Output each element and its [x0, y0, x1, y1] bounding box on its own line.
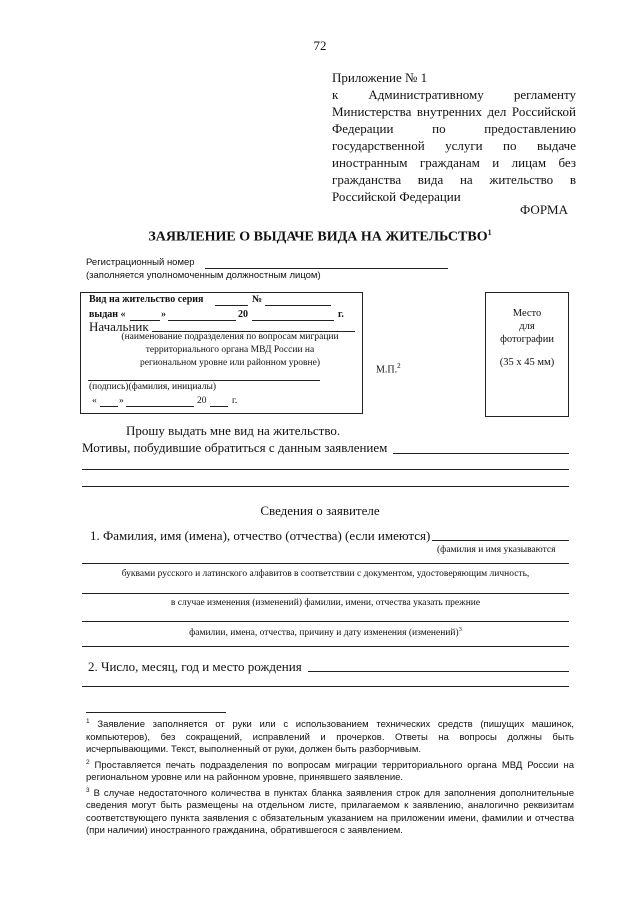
date-open-quote: «: [92, 396, 97, 406]
footnote-mark: 3: [458, 626, 462, 633]
footnotes: [86, 716, 574, 838]
footnote-mark: 1: [487, 228, 492, 237]
full-name-field[interactable]: [432, 540, 569, 541]
number-field[interactable]: [265, 305, 331, 306]
registration-note: (заполняется уполномоченным должностным лицом): [86, 270, 321, 281]
full-name-field[interactable]: [82, 621, 569, 622]
birth-field[interactable]: [308, 671, 569, 672]
date-month-field[interactable]: [126, 406, 194, 407]
footnote-text: Проставляется печать подразделения по вопросам миграции территориального органа МВД России на региональном уровне или на районном уровне, принявшего заявление.: [86, 759, 574, 784]
full-name-field[interactable]: [82, 563, 569, 564]
footnote-2: [86, 757, 574, 785]
motives-label: Мотивы, побудившие обратиться с данным заявлением: [82, 440, 388, 455]
footnote-mark: 2: [397, 362, 401, 370]
date-day-field[interactable]: [100, 406, 118, 407]
issued-year-suffix: г.: [338, 309, 344, 320]
page-number: 72: [313, 38, 327, 53]
appendix-line: Министерства внутренних дел Российской: [332, 104, 576, 119]
appendix-line: Федерации по предоставлению: [332, 121, 576, 136]
field-hint-text: фамилии, имена, отчества, причину и дату изменения (изменений): [189, 628, 459, 639]
stamp-place: [376, 362, 401, 375]
field-hint: [82, 626, 569, 638]
motives-field[interactable]: [393, 453, 569, 454]
document-title: [0, 228, 640, 246]
date-close-quote: »: [119, 396, 124, 406]
series-field[interactable]: [215, 305, 248, 306]
motives-field[interactable]: [82, 469, 569, 470]
field-hint: (фамилия и имя указываются: [437, 545, 556, 555]
footnote-text: В случае недостаточного количества в пунктах бланка заявления строк для заполнения дополнительные сведения могут быть размещены на отдельном листе, прилагаемом к заявлению, аналогично реквизитам соответствующего пункта заявления с обязательным указанием на приложении имени, фамилии и отчества (при наличии) иностранного гражданина, обратившегося с заявлением.: [86, 787, 575, 837]
photo-label: Место: [512, 308, 542, 319]
issued-month-field[interactable]: [168, 320, 236, 321]
photo-label: для: [519, 321, 535, 332]
motives-field[interactable]: [82, 486, 569, 487]
appendix-line: гражданства вида на жительство в: [332, 172, 576, 187]
item-2-label: 2. Число, месяц, год и место рождения: [88, 659, 302, 674]
field-hint: в случае изменения (изменений) фамилии, имени, отчества указать прежние: [170, 598, 481, 608]
series-label: Вид на жительство серия: [89, 294, 204, 305]
chief-label: Начальник: [89, 319, 149, 334]
dept-note: (наименование подразделения по вопросам миграции: [121, 332, 339, 342]
section-heading: Сведения о заявителе: [260, 503, 380, 518]
appendix-line: к Административному регламенту: [332, 87, 576, 102]
issued-quote: »: [161, 309, 166, 320]
registration-field[interactable]: [205, 268, 448, 269]
footnote-mark: 3: [86, 786, 90, 794]
issued-year-prefix: 20: [238, 309, 248, 320]
birth-field[interactable]: [82, 686, 569, 687]
appendix-line: Российской Федерации: [332, 189, 461, 204]
date-year-field[interactable]: [210, 406, 228, 407]
field-hint: буквами русского и латинского алфавитов в соответствии с документом, удостоверяющим личность,: [121, 569, 530, 579]
appendix-line: иностранным гражданам и лицам без: [332, 155, 576, 170]
photo-size: (35 x 45 мм): [499, 357, 555, 368]
footnote-mark: 1: [86, 718, 90, 725]
form-label: ФОРМА: [520, 202, 568, 217]
registration-label: Регистрационный номер: [86, 257, 195, 268]
footnote-1: [86, 716, 574, 757]
appendix-line: государственной услуги по выдаче: [332, 138, 576, 153]
footnote-text: Заявление заполняется от руки или с использованием технических средств (пишущих машинок, компьютеров), без сокращений, исправлений и прочерков. Ответы на вопросы должны быть исчерпывающими. Текст, выполненный от руки, должен быть разборчивым.: [86, 719, 575, 756]
signature-field[interactable]: [88, 380, 320, 381]
date-year-prefix: 20: [197, 396, 207, 406]
issued-label: выдан «: [89, 309, 126, 320]
dept-note: региональном уровне или районном уровне): [139, 358, 320, 368]
stamp-label: М.П.: [376, 364, 398, 376]
footnote-3: [86, 785, 574, 838]
document-title-text: ЗАЯВЛЕНИЕ О ВЫДАЧЕ ВИДА НА ЖИТЕЛЬСТВО: [148, 229, 488, 245]
request-line: Прошу выдать мне вид на жительство.: [126, 423, 341, 438]
number-label: №: [252, 294, 263, 305]
full-name-field[interactable]: [82, 593, 569, 594]
signature-note: (подпись)(фамилия, инициалы): [89, 382, 217, 392]
issued-year-field[interactable]: [252, 320, 334, 321]
appendix-title: Приложение № 1: [332, 70, 428, 85]
full-name-field[interactable]: [82, 646, 569, 647]
footnote-mark: 2: [86, 758, 90, 766]
photo-placeholder: [485, 292, 569, 417]
dept-note: территориального органа МВД России на: [145, 345, 315, 355]
date-year-suffix: г.: [232, 396, 238, 406]
appendix-header: [332, 69, 576, 205]
photo-label: фотографии: [500, 334, 554, 345]
footnote-separator: [86, 712, 226, 713]
item-1-label: 1. Фамилия, имя (имена), отчество (отчества) (если имеются): [90, 528, 431, 543]
